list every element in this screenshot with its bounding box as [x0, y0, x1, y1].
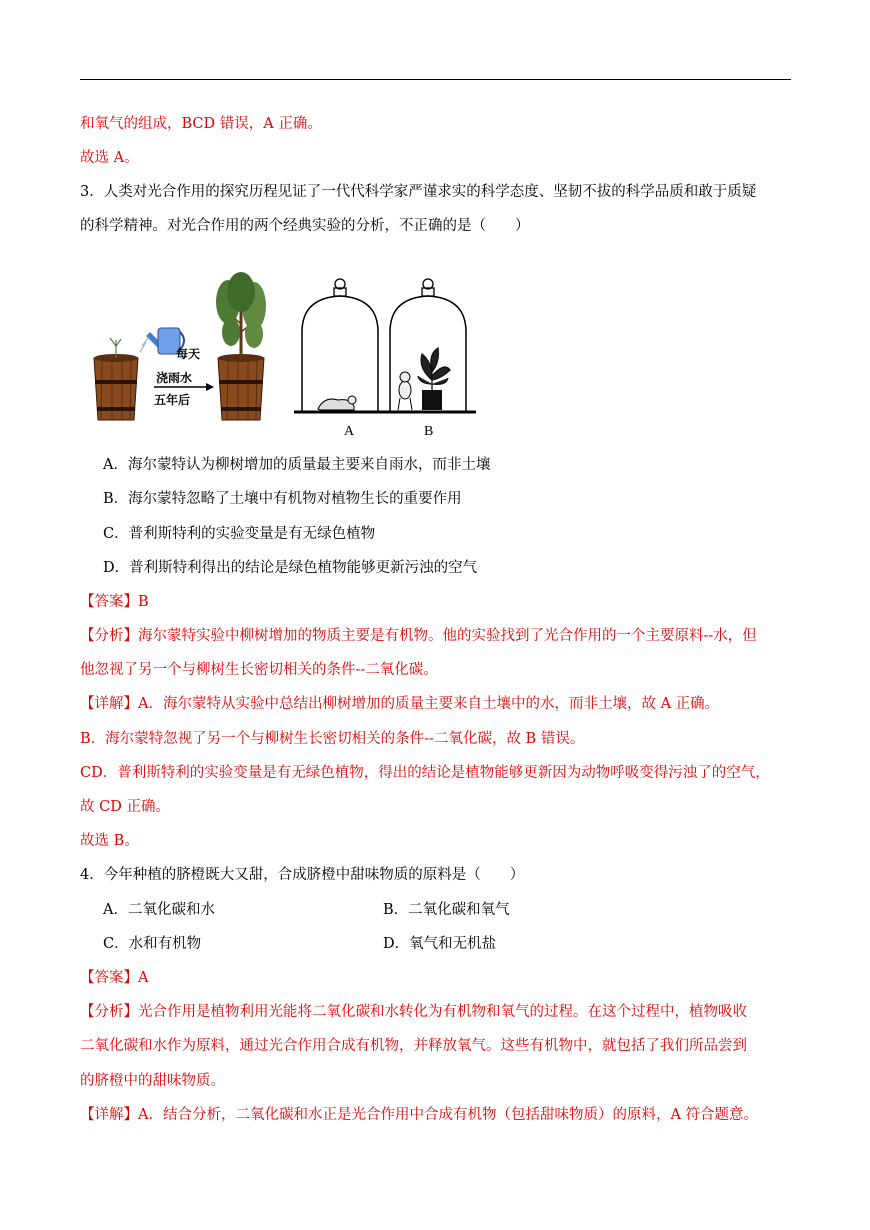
label-b: B [424, 424, 434, 439]
q3-detail-line1: 【详解】A．海尔蒙特从实验中总结出柳树增加的质量主要来自土壤中的水，而非土壤，故 A 正确。 [80, 696, 720, 712]
label-five-years: 五年后 [154, 393, 191, 407]
bell-jar-a [302, 279, 378, 412]
seedling-pot-illustration [94, 338, 138, 420]
q4-option-b: B．二氧化碳和氧气 [383, 902, 510, 918]
q3-analysis-line1: 【分析】海尔蒙特实验中柳树增加的物质主要是有机物。他的实验找到了光合作用的一个主要原料--水，但 [80, 628, 757, 644]
q3-option-a: A．海尔蒙特认为柳树增加的质量最主要来自雨水，而非土壤 [103, 457, 491, 473]
prev-explanation-line: 和氧气的组成，BCD 错误，A 正确。 [80, 116, 322, 132]
q3-analysis-line2: 他忽视了另一个与柳树生长密切相关的条件--二氧化碳。 [80, 662, 438, 678]
q4-detail-line1: 【详解】A．结合分析，二氧化碳和水正是光合作用中合成有机物（包括甜味物质）的原料，A 符合题意。 [80, 1107, 759, 1123]
q4-option-a: A．二氧化碳和水 [103, 902, 215, 918]
q4-analysis-line1: 【分析】光合作用是植物利用光能将二氧化碳和水转化为有机物和氧气的过程。在这个过程中，植物吸收 [80, 1004, 747, 1020]
q3-experiment-figure [88, 262, 508, 442]
label-water: 浇雨水 [156, 371, 193, 385]
q3-conclusion: 故选 B。 [80, 833, 139, 849]
q4-answer: 【答案】A [80, 970, 149, 986]
label-a: A [344, 424, 355, 439]
q4-option-d: D．氧气和无机盐 [383, 936, 497, 952]
q3-stem-line2: 的科学精神。对光合作用的两个经典实验的分析，不正确的是（ ） [80, 218, 530, 234]
bell-jar-b [390, 279, 466, 412]
q3-stem-line1: 3．人类对光合作用的探究历程见证了一代代科学家严谨求实的科学态度、坚韧不拔的科学品质和敢于质疑 [80, 184, 757, 200]
q3-answer: 【答案】B [80, 594, 149, 610]
q3-option-c: C．普利斯特利的实验变量是有无绿色植物 [103, 526, 376, 542]
q3-option-b: B．海尔蒙特忽略了土壤中有机物对植物生长的重要作用 [103, 491, 462, 507]
q3-detail-line2: B．海尔蒙特忽视了另一个与柳树生长密切相关的条件--二氧化碳，故 B 错误。 [80, 731, 585, 747]
header-rule [80, 79, 791, 80]
q3-detail-line3: CD．普利斯特利的实验变量是有无绿色植物，得出的结论是植物能够更新因为动物呼吸变得污浊了的空气， [80, 765, 770, 781]
q4-option-c: C．水和有机物 [103, 936, 202, 952]
q4-stem: 4．今年种植的脐橙既大又甜，合成脐橙中甜味物质的原料是（ ） [80, 867, 525, 883]
q4-analysis-line3: 的脐橙中的甜味物质。 [80, 1073, 225, 1089]
arrow-head [206, 383, 214, 391]
prev-conclusion: 故选 A。 [80, 150, 139, 166]
willow-tree-pot-illustration [216, 272, 266, 420]
q3-option-d: D．普利斯特利得出的结论是绿色植物能够更新污浊的空气 [103, 560, 478, 576]
q3-detail-line4: 故 CD 正确。 [80, 799, 170, 815]
label-everyday: 每天 [176, 347, 201, 361]
q4-analysis-line2: 二氧化碳和水作为原料，通过光合作用合成有机物，并释放氧气。这些有机物中，就包括了我们所品尝到 [80, 1038, 747, 1054]
